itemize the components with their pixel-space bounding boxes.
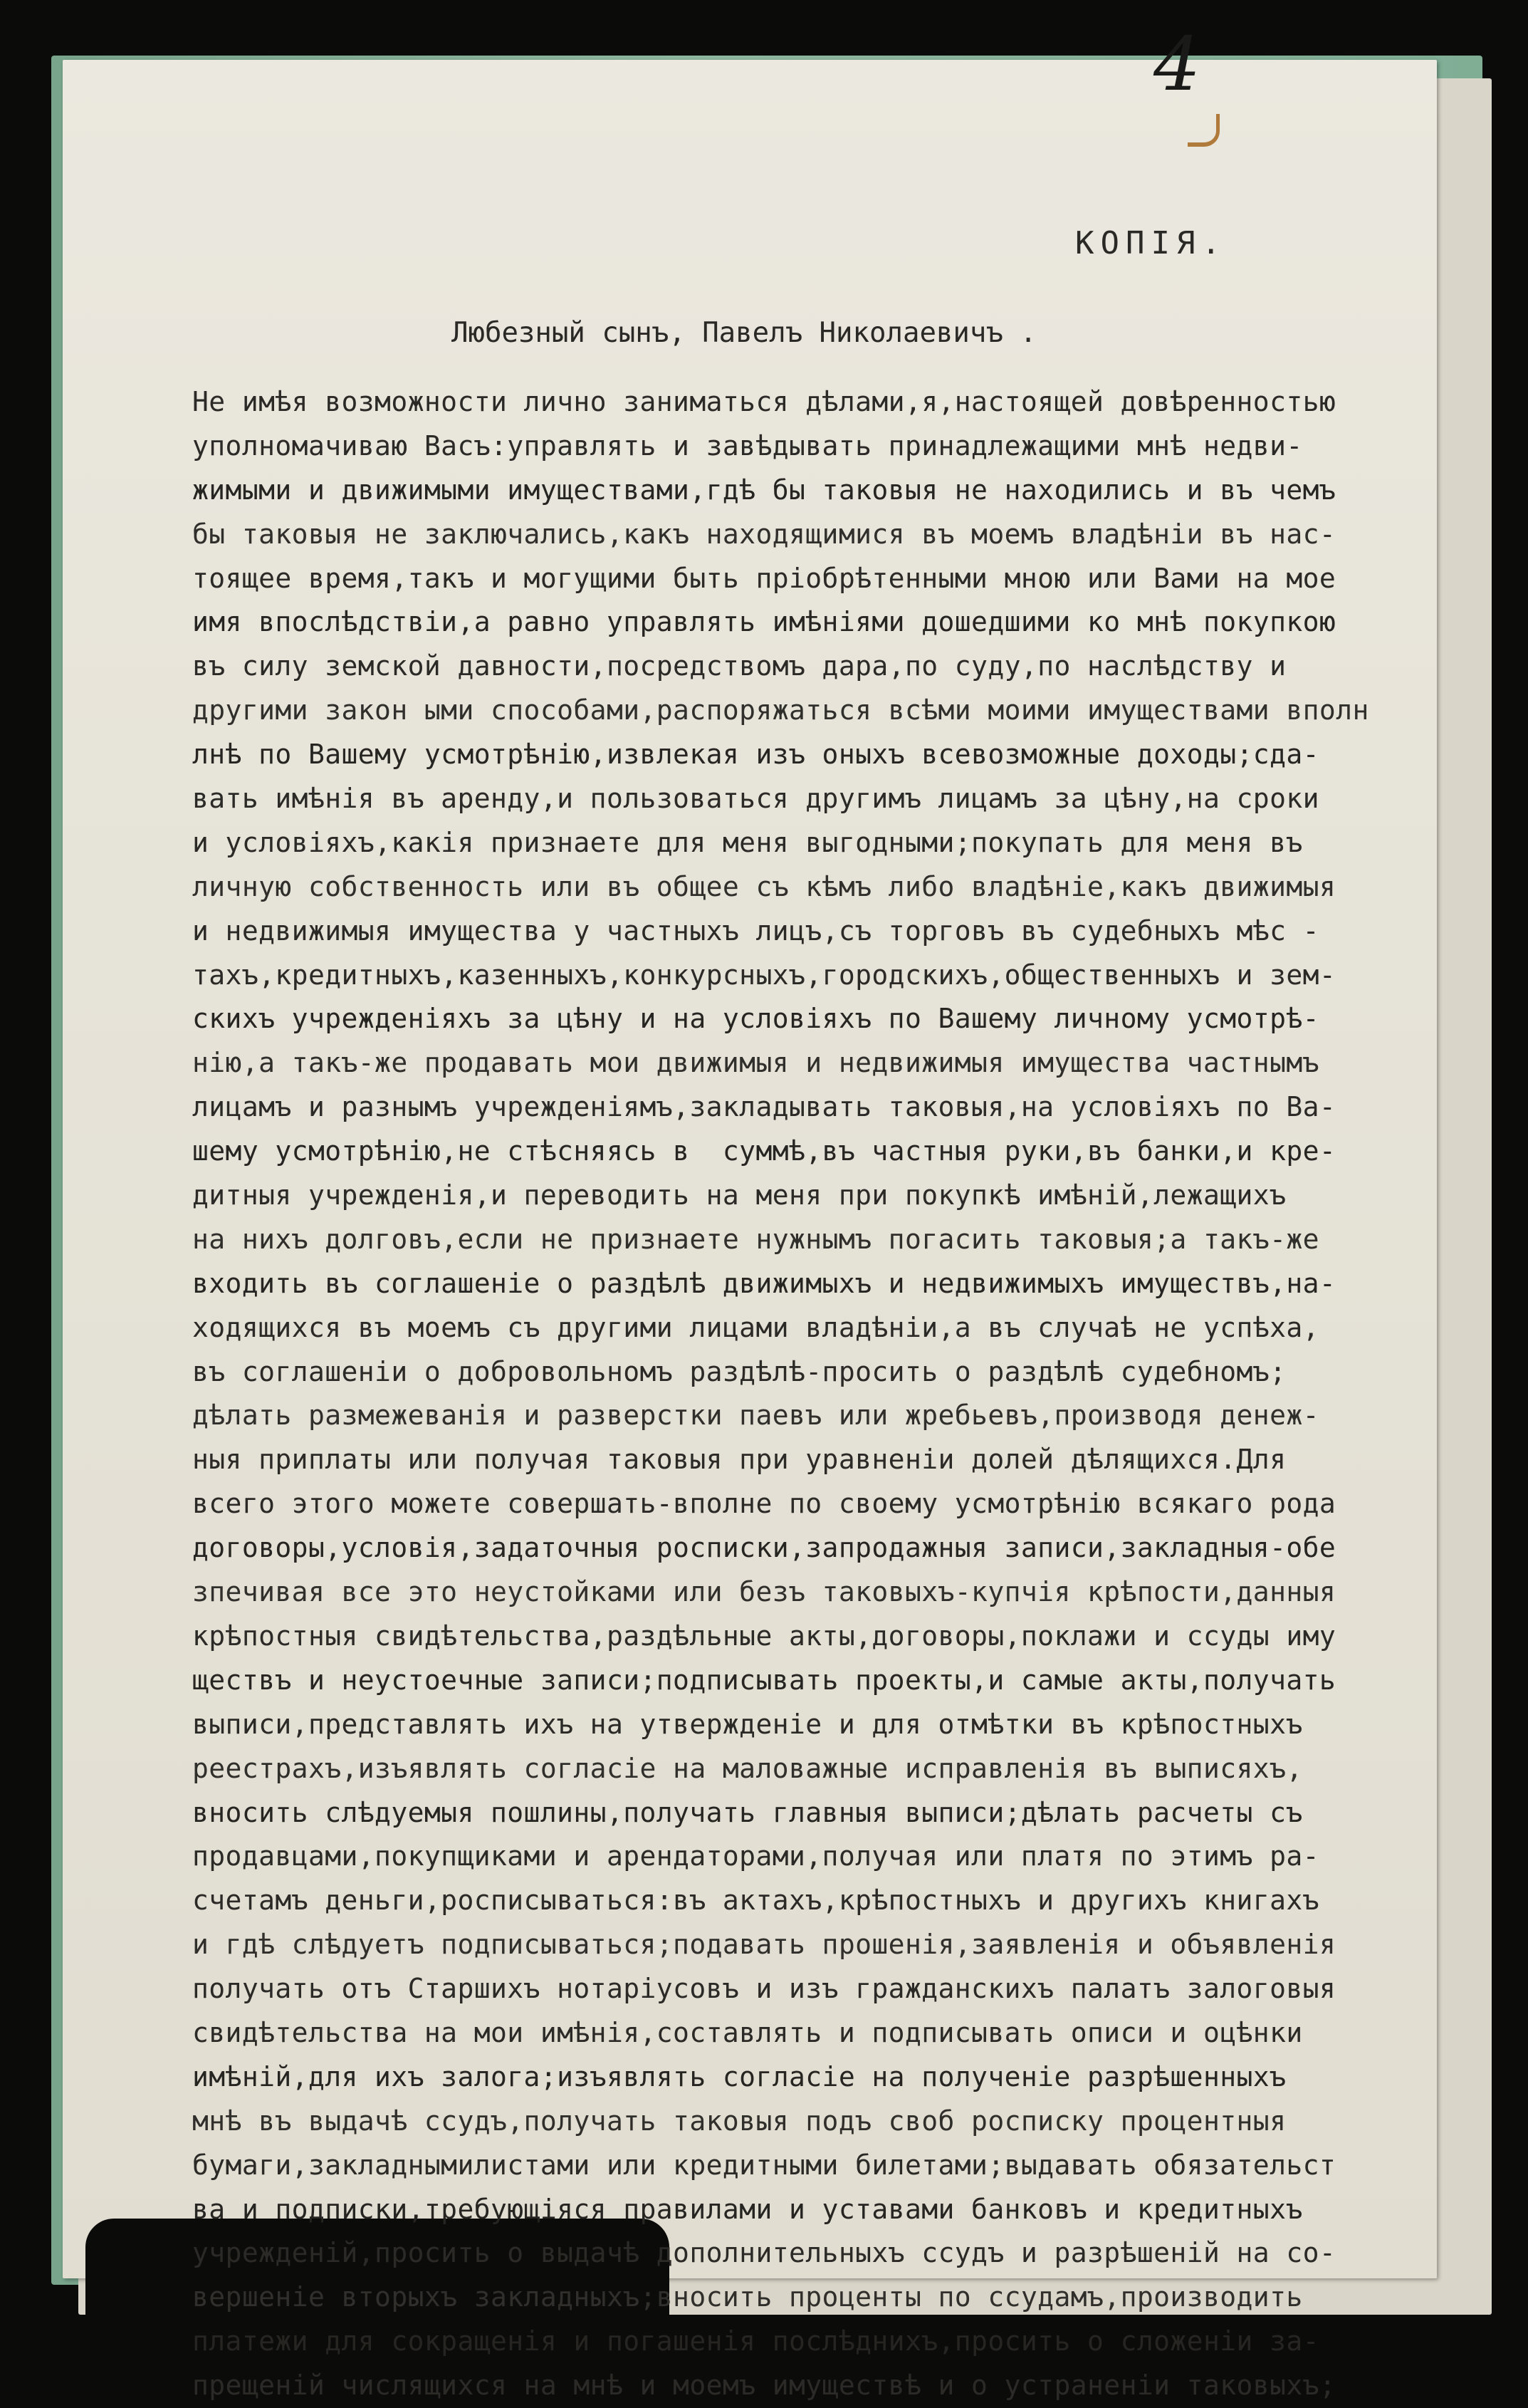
text-line: тахъ,кредитныхъ,казенныхъ,конкурсныхъ,городскихъ,общественныхъ и зем- [192,959,1336,991]
text-line: свидѣтельства на мои имѣнія,составлять и подписывать описи и оцѣнки [192,2016,1303,2048]
text-line: крѣпостныя свидѣтельства,раздѣльные акты,договоры,поклажи и ссуды иму [192,1620,1336,1652]
text-line: вать имѣнія въ аренду,и пользоваться другимъ лицамъ за цѣну,на сроки [192,783,1319,815]
text-line: бумаги,закладнымилистами или кредитными билетами;выдавать обязательст [192,2149,1336,2181]
text-line: счетамъ деньги,росписываться:въ актахъ,крѣпостныхъ и другихъ книгахъ [192,1885,1319,1917]
text-line: договоры,условія,задаточныя росписки,запродажныя записи,закладныя-обе [192,1532,1336,1564]
text-line: получать отъ Старшихъ нотаріусовъ и изъ гражданскихъ палатъ залоговыя [192,1973,1336,2005]
text-line: и гдѣ слѣдуетъ подписываться;подавать прошенія,заявленія и объявленія [192,1929,1336,1961]
text-line: входить въ соглашеніе о раздѣлѣ движимыхъ и недвижимыхъ имуществъ,на- [192,1267,1336,1299]
text-line: лицамъ и разнымъ учрежденіямъ,закладывать таковыя,на условіяхъ по Ва- [192,1091,1336,1123]
text-line: ныя приплаты или получая таковыя при уравненіи долей дѣлящихся.Для [192,1444,1287,1476]
text-line: выписи,представлять ихъ на утвержденіе и для отмѣтки въ крѣпостныхъ [192,1708,1303,1740]
text-line: всего этого можете совершать-вполне по своему усмотрѣнію всякаго рода [192,1488,1336,1520]
text-line: жимыми и движимыми имуществами,гдѣ бы таковыя не находились и въ чемъ [192,474,1336,506]
text-line: ва и подписки,требующіяся правилами и уставами банковъ и кредитныхъ [192,2193,1303,2225]
document-body [192,380,1445,2408]
folio-number: 4 [1153,21,1201,108]
text-line: зпечивая все это неустойками или безъ таковыхъ-купчія крѣпости,данныя [192,1576,1336,1608]
text-line: ществъ и неустоечные записи;подписывать проекты,и самые акты,получать [192,1664,1336,1696]
text-line: реестрахъ,изъявлять согласіе на маловажные исправленія въ выписяхъ, [192,1752,1303,1784]
text-line: платежи для сокращенія и погашенія послѣднихъ,просить о сложеніи за- [192,2325,1319,2357]
text-line: шему усмотрѣнію,не стѣсняясь в суммѣ,въ частныя руки,въ банки,и кре- [192,1135,1336,1167]
text-line: и условіяхъ,какія признаете для меня выгодными;покупать для меня въ [192,826,1303,858]
text-line: уполномачиваю Васъ:управлять и завѣдывать принадлежащими мнѣ недви- [192,429,1303,462]
text-line: продавцами,покупщиками и арендаторами,получая или платя по этимъ ра- [192,1840,1319,1872]
text-line: дѣлать размежеванія и разверстки паевъ или жребьевъ,производя денеж- [192,1400,1319,1432]
text-line: вершеніе вторыхъ закладныхъ;вносить проценты по ссудамъ,производить [192,2281,1303,2313]
text-line: прещеній числящихся на мнѣ и моемъ имуществѣ и о устраненіи таковыхъ; [192,2370,1336,2402]
text-line: въ силу земской давности,посредствомъ дара,по суду,по наслѣдству и [192,650,1287,682]
text-line: и недвижимыя имущества у частныхъ лицъ,съ торговъ въ судебныхъ мѣс - [192,914,1319,947]
text-line: ходящихся въ моемъ съ другими лицами владѣніи,а въ случаѣ не успѣха, [192,1311,1319,1343]
text-line: Не имѣя возможности лично заниматься дѣлами,я,настоящей довѣренностью [192,386,1336,417]
text-line: имѣній,для ихъ залога;изъявлять согласіе на полученіе разрѣшенныхъ [192,2060,1287,2092]
text-line: тоящее время,такъ и могущими быть пріобрѣтенными мною или Вами на мое [192,562,1336,594]
text-line: имя впослѣдствіи,а равно управлять имѣніями дошедшими ко мнѣ покупкою [192,606,1336,638]
text-line: скихъ учрежденіяхъ за цѣну и на условіяхъ по Вашему личному усмотрѣ- [192,1003,1319,1035]
text-line: въ соглашеніи о добровольномъ раздѣлѣ-просить о раздѣлѣ судебномъ; [192,1355,1287,1387]
text-line: вносить слѣдуемыя пошлины,получать главныя выписи;дѣлать расчеты съ [192,1796,1303,1828]
text-line: дитныя учрежденія,и переводить на меня при покупкѣ имѣній,лежащихъ [192,1179,1287,1211]
text-line: мнѣ въ выдачѣ ссудъ,получать таковыя подъ своб росписку процентныя [192,2105,1287,2137]
text-line: нію,а такъ-же продавать мои движимыя и недвижимыя имущества частнымъ [192,1047,1319,1079]
text-line: на нихъ долговъ,если не признаете нужнымъ погасить таковыя;а такъ-же [192,1223,1319,1255]
text-line: другими закон ыми способами,распоряжаться всѣми моими имуществами вполн [192,694,1369,726]
folio-mark [1188,114,1220,147]
document-heading: КОПІЯ. [1075,225,1227,261]
salutation: Любезный сынъ, Павелъ Николаевичъ . [451,317,1037,349]
text-line: личную собственность или въ общее съ кѣмъ либо владѣніе,какъ движимыя [192,870,1336,902]
text-line: бы таковыя не заключались,какъ находящимися въ моемъ владѣніи въ нас- [192,518,1336,550]
text-line: лнѣ по Вашему усмотрѣнію,извлекая изъ оныхъ всевозможные доходы;сда- [192,739,1319,771]
text-line: учрежденій,просить о выдачѣ дополнительныхъ ссудъ и разрѣшеній на со- [192,2237,1336,2269]
